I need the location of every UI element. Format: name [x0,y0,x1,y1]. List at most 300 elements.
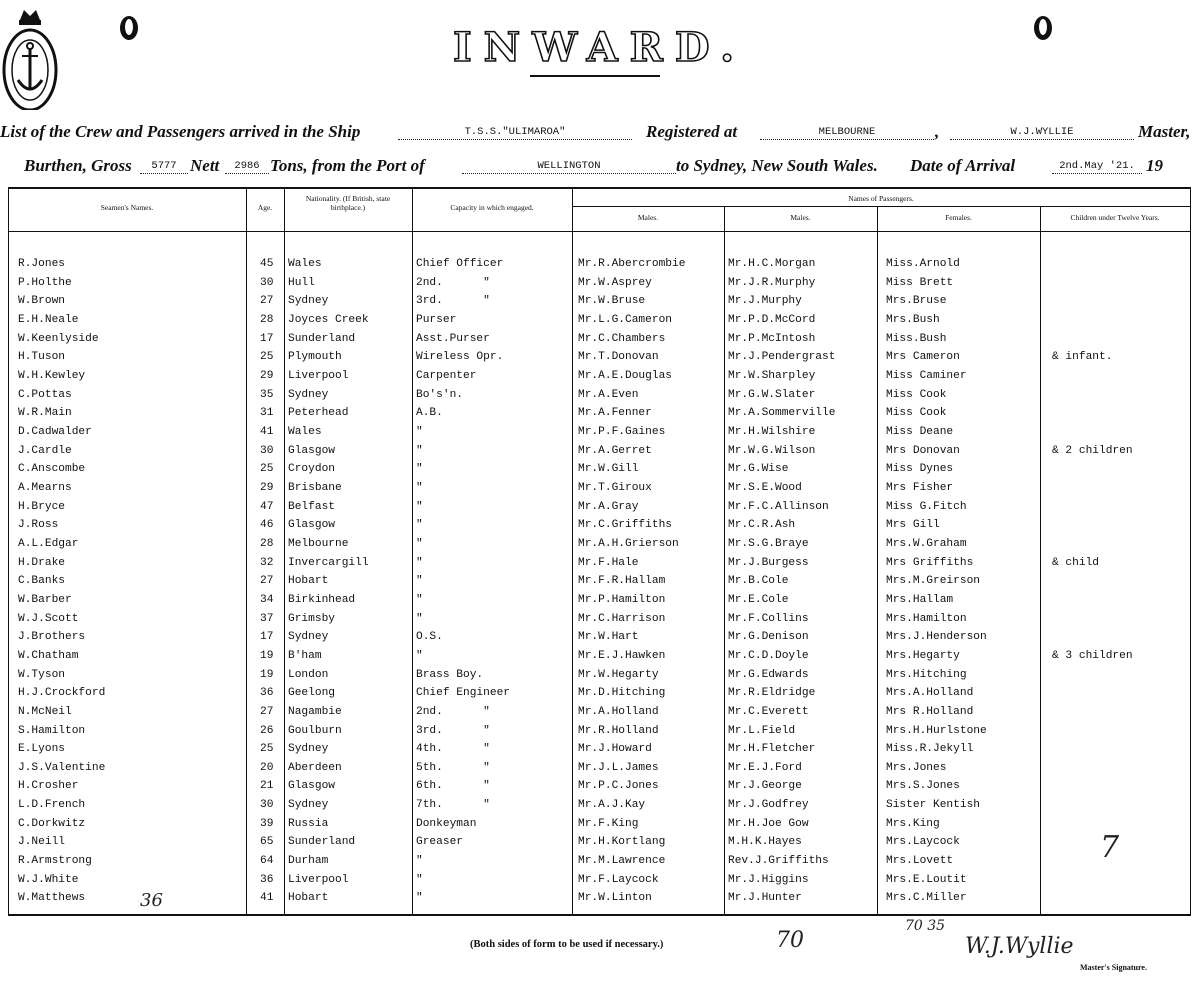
passenger-female: Mrs.S.Jones [886,780,960,793]
seaman-capacity: " [416,444,423,457]
seaman-age: 25 [260,351,274,364]
registered-label: Registered at [646,122,738,141]
passenger-male-2: Mr.C.R.Ash [728,519,796,532]
passenger-female: Mrs.J.Henderson [886,631,987,644]
passenger-male-2: Mr.H.Wilshire [728,425,816,438]
seaman-name: A.L.Edgar [18,537,79,550]
passenger-female: Mrs.H.Hurlstone [886,724,987,737]
seaman-capacity: " [416,425,423,438]
seaman-age: 45 [260,258,274,270]
seaman-capacity: " [416,500,423,513]
header-capacity: Capacity in which engaged. [450,203,534,212]
seaman-age: 21 [260,780,274,793]
table-row [0,426,1199,444]
seaman-capacity: " [416,481,423,494]
seaman-name: D.Cadwalder [18,425,92,438]
passenger-male-2: Mr.S.G.Braye [728,537,809,550]
passenger-male-1: Mr.W.Hart [578,631,639,644]
master-signature: W.J.Wyllie [965,934,1074,959]
table-top-rule [8,187,1191,189]
seaman-capacity: Wireless Opr. [416,351,504,364]
seaman-name: C.Dorkwitz [18,817,86,830]
seaman-name: C.Banks [18,575,65,588]
seaman-name: W.J.White [18,873,79,886]
footnote: (Both sides of form to be used if necessary.) [470,939,664,950]
signature-label: Master's Signature. [1080,963,1147,972]
passenger-male-2: Mr.P.McIntosh [728,332,816,345]
passenger-male-2: Mr.E.J.Ford [728,761,802,774]
header-names-of-passengers: Names of Passengers. [848,194,914,203]
header-children: Children under Twelve Years. [1070,213,1160,222]
seaman-capacity: " [416,593,423,606]
seaman-capacity: " [416,537,423,550]
table-row [0,575,1199,593]
seaman-name: W.Barber [18,593,72,606]
passenger-male-2: Mr.R.Eldridge [728,687,816,700]
passenger-children: & child [1052,556,1099,569]
passenger-female: Miss.R.Jekyll [886,743,974,756]
crew-total-handwritten: 36 [140,890,163,911]
arrival-label: Date of Arrival [910,156,1016,175]
passenger-female: Miss Caminer [886,369,967,382]
seaman-name: C.Pottas [18,388,72,401]
seaman-capacity: " [416,575,423,588]
list-label: List of the Crew and Passengers arrived in the Ship [0,122,361,141]
passenger-male-1: Mr.W.Linton [578,892,652,905]
seaman-age: 41 [260,425,274,438]
ship-name: T.S.S."ULIMAROA" [398,126,632,140]
header-males-1: Males. [637,213,659,222]
seaman-nationality: Joyces Creek [288,313,369,326]
passenger-male-2: Mr.J.R.Murphy [728,276,816,289]
form-title: INWARD. [452,24,747,71]
seaman-nationality: Glasgow [288,444,335,457]
table-row [0,892,1199,910]
passenger-male-2: M.H.K.Hayes [728,836,802,849]
seaman-age: 29 [260,481,274,494]
seaman-age: 20 [260,761,274,774]
passenger-male-1: Mr.E.J.Hawken [578,649,666,662]
seaman-name: H.Bryce [18,500,65,513]
passenger-male-1: Mr.A.Gerret [578,444,652,457]
seaman-name: E.Lyons [18,743,65,756]
passenger-male-1: Mr.A.Fenner [578,407,652,420]
seaman-age: 46 [260,519,274,532]
seaman-name: L.D.French [18,799,86,812]
passenger-children: & infant. [1052,351,1113,364]
passenger-male-2: Mr.J.Hunter [728,892,802,905]
table-row [0,743,1199,761]
table-row [0,725,1199,743]
table-row [0,613,1199,631]
seaman-name: W.Keenlyside [18,332,99,345]
passenger-male-2: Mr.W.G.Wilson [728,444,816,457]
seaman-name: W.H.Kewley [18,369,86,382]
seaman-age: 30 [260,276,274,289]
passenger-female: Mrs.Lovett [886,855,954,868]
seaman-nationality: Plymouth [288,351,342,364]
seaman-name: C.Anscombe [18,463,86,476]
table-row [0,295,1199,313]
year-prefix: 19 [1146,156,1163,175]
passenger-female: Mrs.Hallam [886,593,954,606]
registered-port: MELBOURNE [760,126,934,140]
passenger-male-1: Mr.D.Hitching [578,687,666,700]
seaman-nationality: Aberdeen [288,761,342,774]
seaman-age: 29 [260,369,274,382]
seaman-name: W.Brown [18,295,65,308]
passenger-male-1: Mr.L.G.Cameron [578,313,672,326]
seaman-name: E.H.Neale [18,313,79,326]
passenger-male-2: Mr.W.Sharpley [728,369,816,382]
seaman-capacity: " [416,873,423,886]
seaman-capacity: Donkeyman [416,817,477,830]
seaman-capacity: Asst.Purser [416,332,490,345]
passenger-female: Mrs.King [886,817,940,830]
gross-tons: 5777 [140,160,188,174]
passenger-total-handwritten: 70 [776,928,804,953]
passenger-male-2: Mr.J.Murphy [728,295,802,308]
passenger-male-2: Mr.C.Everett [728,705,809,718]
seaman-capacity: " [416,463,423,476]
seaman-capacity: 2nd. " [416,705,490,718]
table-row [0,370,1199,388]
seaman-name: W.Matthews [18,892,86,905]
passenger-male-1: Mr.J.L.James [578,761,659,774]
seaman-name: W.Chatham [18,649,79,662]
seaman-name: H.J.Crockford [18,687,106,700]
table-bottom-rule [8,914,1191,916]
passenger-male-2: Mr.J.Godfrey [728,799,809,812]
seaman-age: 35 [260,388,274,401]
seaman-name: R.Jones [18,258,65,270]
seaman-capacity: Brass Boy. [416,668,484,681]
table-row [0,650,1199,668]
header-females: Females. [945,213,972,222]
passenger-male-1: Mr.M.Lawrence [578,855,666,868]
seaman-nationality: Liverpool [288,873,349,886]
passenger-male-1: Mr.A.E.Douglas [578,369,672,382]
from-port: WELLINGTON [462,160,676,174]
passenger-female: Miss.Arnold [886,258,960,270]
seaman-capacity: 6th. " [416,780,490,793]
passenger-female: Mrs.C.Miller [886,892,967,905]
table-row [0,277,1199,295]
passenger-male-1: Mr.C.Griffiths [578,519,672,532]
seaman-nationality: Sunderland [288,836,356,849]
passenger-male-1: Mr.F.R.Hallam [578,575,666,588]
table-row [0,314,1199,332]
passenger-female: Mrs Cameron [886,351,960,364]
passenger-male-1: Mr.A.Even [578,388,639,401]
table-row [0,482,1199,500]
seaman-capacity: Carpenter [416,369,477,382]
seaman-age: 32 [260,556,274,569]
seaman-name: H.Crosher [18,780,79,793]
header-seamen-names: Seamen's Names. [100,203,154,212]
seaman-capacity: " [416,649,423,662]
table-row [0,874,1199,892]
passenger-male-2: Mr.G.Edwards [728,668,809,681]
seaman-name: R.Armstrong [18,855,92,868]
passenger-male-2: Mr.C.D.Doyle [728,649,809,662]
passenger-female: Miss Cook [886,388,947,401]
table-row [0,389,1199,407]
passenger-male-2: Mr.H.Fletcher [728,743,816,756]
table-row [0,407,1199,425]
passenger-male-1: Mr.P.Hamilton [578,593,666,606]
seaman-nationality: Sydney [288,295,329,308]
seaman-name: J.Ross [18,519,59,532]
seaman-capacity: " [416,556,423,569]
seaman-nationality: Geelong [288,687,335,700]
table-header-rule [8,231,1191,232]
table-row [0,687,1199,705]
seaman-age: 17 [260,631,274,644]
passenger-male-1: Mr.A.J.Kay [578,799,646,812]
seaman-capacity: 4th. " [416,743,490,756]
passenger-male-2: Mr.F.Collins [728,612,809,625]
passenger-female: Miss Dynes [886,463,954,476]
seaman-nationality: Liverpool [288,369,349,382]
passenger-female: Mrs.W.Graham [886,537,967,550]
table-row [0,669,1199,687]
header-age: Age. [257,203,273,212]
passenger-male-1: Mr.W.Gill [578,463,639,476]
passenger-male-1: Mr.T.Giroux [578,481,652,494]
seaman-age: 19 [260,649,274,662]
passenger-female: Mrs.Bruse [886,295,947,308]
table-row [0,836,1199,854]
seaman-age: 27 [260,705,274,718]
passenger-children: & 2 children [1052,444,1133,457]
passenger-male-2: Mr.B.Cole [728,575,789,588]
handwritten-mark: 7 [1100,830,1120,865]
passenger-female: Mrs Gill [886,519,940,532]
seaman-nationality: Wales [288,258,322,270]
seaman-capacity: Bo's'n. [416,388,463,401]
seaman-age: 26 [260,724,274,737]
passenger-male-1: Mr.C.Chambers [578,332,666,345]
seaman-nationality: Durham [288,855,329,868]
passenger-female: Miss.Bush [886,332,947,345]
passenger-female: Mrs.Hamilton [886,612,967,625]
seaman-age: 30 [260,799,274,812]
header-males-2: Males. [790,213,811,222]
passenger-male-2: Rev.J.Griffiths [728,855,829,868]
seaman-age: 31 [260,407,274,420]
seaman-name: W.J.Scott [18,612,79,625]
passenger-male-1: Mr.F.Hale [578,556,639,569]
passenger-male-1: Mr.C.Harrison [578,612,666,625]
burthen-label: Burthen, Gross [24,156,132,175]
passenger-male-2: Mr.G.Denison [728,631,809,644]
seaman-name: P.Holthe [18,276,72,289]
seaman-nationality: Invercargill [288,556,369,569]
seaman-nationality: Birkinhead [288,593,356,606]
passenger-female: Mrs.M.Greirson [886,575,980,588]
seaman-age: 27 [260,295,274,308]
seaman-capacity: 3rd. " [416,295,490,308]
seaman-nationality: Sydney [288,799,329,812]
seaman-capacity: 3rd. " [416,724,490,737]
seaman-nationality: Peterhead [288,407,349,420]
passenger-male-1: Mr.A.Holland [578,705,659,718]
seaman-nationality: Sunderland [288,332,356,345]
seaman-capacity: Purser [416,313,457,326]
passenger-male-1: Mr.A.Gray [578,500,639,513]
passenger-female: Mrs Griffiths [886,556,974,569]
table-row [0,258,1199,276]
passenger-male-2: Mr.J.George [728,780,802,793]
seaman-nationality: Hobart [288,892,329,905]
passenger-male-1: Mr.W.Bruse [578,295,646,308]
passenger-female: Sister Kentish [886,799,980,812]
seaman-age: 28 [260,313,274,326]
tons-from-label: Tons, from the Port of [270,156,425,175]
seaman-name: J.Neill [18,836,65,849]
passenger-male-1: Mr.F.Laycock [578,873,659,886]
seaman-age: 25 [260,743,274,756]
passenger-male-1: Mr.F.King [578,817,639,830]
seaman-age: 19 [260,668,274,681]
seaman-age: 64 [260,855,274,868]
table-row [0,818,1199,836]
seaman-capacity: " [416,892,423,905]
passenger-male-1: Mr.R.Abercrombie [578,258,686,270]
passenger-female: Mrs.Hegarty [886,649,960,662]
seaman-nationality: Sydney [288,631,329,644]
seaman-nationality: Hull [288,276,315,289]
passenger-female: Mrs Donovan [886,444,960,457]
table-row [0,445,1199,463]
passenger-female: Mrs Fisher [886,481,954,494]
header-nationality: Nationality. (If British, state birthplace.) [305,194,391,212]
seaman-name: H.Tuson [18,351,65,364]
passenger-female: Mrs.Hitching [886,668,967,681]
passenger-male-1: Mr.W.Hegarty [578,668,659,681]
passenger-male-1: Mr.A.H.Grierson [578,537,679,550]
passenger-male-2: Mr.E.Cole [728,593,789,606]
passenger-female: Miss Cook [886,407,947,420]
seaman-nationality: Glasgow [288,780,335,793]
table-row [0,463,1199,481]
seaman-age: 30 [260,444,274,457]
seaman-age: 65 [260,836,274,849]
passenger-male-2: Mr.L.Field [728,724,796,737]
seaman-nationality: Belfast [288,500,335,513]
table-row [0,538,1199,556]
arrival-date: 2nd.May '21. [1052,160,1142,174]
seaman-age: 47 [260,500,274,513]
seaman-capacity: " [416,855,423,868]
passenger-female: Miss Deane [886,425,954,438]
seaman-name: S.Hamilton [18,724,86,737]
passenger-male-1: Mr.P.F.Gaines [578,425,666,438]
nett-tons: 2986 [225,160,269,174]
seaman-name: N.McNeil [18,705,72,718]
table-row [0,631,1199,649]
nett-label: Nett [190,156,220,175]
seaman-nationality: Russia [288,817,329,830]
seaman-capacity: Chief Engineer [416,687,510,700]
seaman-age: 34 [260,593,274,606]
seaman-capacity: A.B. [416,407,443,420]
seaman-nationality: Melbourne [288,537,349,550]
table-row [0,780,1199,798]
seaman-nationality: Sydney [288,388,329,401]
seaman-nationality: Goulburn [288,724,342,737]
seaman-name: W.R.Main [18,407,72,420]
passenger-male-1: Mr.T.Donovan [578,351,659,364]
seaman-nationality: B'ham [288,649,322,662]
destination-label: to Sydney, New South Wales. [676,156,878,175]
seaman-age: 36 [260,873,274,886]
seaman-age: 27 [260,575,274,588]
seaman-nationality: Sydney [288,743,329,756]
table-row [0,799,1199,817]
seaman-nationality: Hobart [288,575,329,588]
passenger-female: Mrs.Bush [886,313,940,326]
passenger-male-1: Mr.J.Howard [578,743,652,756]
seaman-name: H.Drake [18,556,65,569]
passenger-female: Mrs.A.Holland [886,687,974,700]
passenger-male-2: Mr.A.Sommerville [728,407,836,420]
seaman-nationality: London [288,668,329,681]
handwritten-corner-note: 70 35 [905,918,946,934]
seaman-age: 17 [260,332,274,345]
master-label: Master, [1138,122,1191,141]
seaman-capacity: Chief Officer [416,258,504,270]
table-row [0,501,1199,519]
seaman-name: J.S.Valentine [18,761,106,774]
title-underline [530,75,660,77]
table-row [0,594,1199,612]
seaman-capacity: 7th. " [416,799,490,812]
seaman-age: 25 [260,463,274,476]
seaman-age: 36 [260,687,274,700]
seaman-capacity: O.S. [416,631,443,644]
passenger-male-1: Mr.H.Kortlang [578,836,666,849]
table-row [0,855,1199,873]
passenger-female: Miss Brett [886,276,954,289]
seaman-capacity: 5th. " [416,761,490,774]
seaman-age: 41 [260,892,274,905]
passenger-male-1: Mr.R.Holland [578,724,659,737]
passenger-female: Mrs.Laycock [886,836,960,849]
seaman-nationality: Wales [288,425,322,438]
table-row [0,333,1199,351]
passenger-male-2: Mr.H.Joe Gow [728,817,809,830]
seaman-capacity: " [416,612,423,625]
seaman-name: J.Cardle [18,444,72,457]
passenger-male-2: Mr.F.C.Allinson [728,500,829,513]
seaman-nationality: Croydon [288,463,335,476]
seaman-name: W.Tyson [18,668,65,681]
passenger-female: Mrs.E.Loutit [886,873,967,886]
passenger-female: Mrs R.Holland [886,705,974,718]
seaman-nationality: Grimsby [288,612,335,625]
seaman-nationality: Nagambie [288,705,342,718]
passenger-male-2: Mr.J.Higgins [728,873,809,886]
seaman-nationality: Glasgow [288,519,335,532]
table-row [0,519,1199,537]
seaman-name: A.Mearns [18,481,72,494]
seaman-capacity: 2nd. " [416,276,490,289]
passenger-male-2: Mr.G.Wise [728,463,789,476]
passenger-male-2: Mr.J.Pendergrast [728,351,836,364]
table-row [0,557,1199,575]
